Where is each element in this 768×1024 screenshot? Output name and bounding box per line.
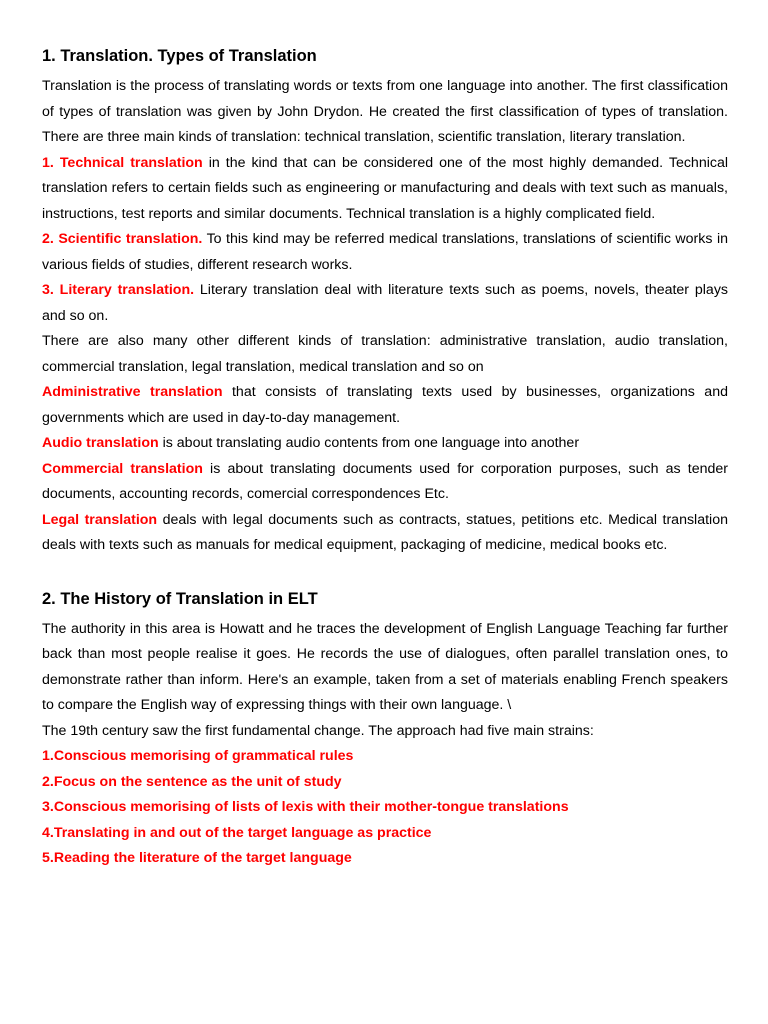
definition: is about translating documents used for corporation purposes, such as tender documents, accounting records, comercial correspondences Etc.	[42, 460, 728, 502]
term: 1. Technical translation	[42, 154, 203, 171]
strain-item: 2.Focus on the sentence as the unit of study	[42, 773, 342, 790]
definition: that consists of translating texts used by businesses, organizations and governments which are used in day-to-day management.	[42, 384, 728, 426]
strains-list	[42, 744, 728, 872]
strain-item: 5.Reading the literature of the target language	[42, 850, 352, 867]
literary-translation-paragraph	[42, 278, 728, 329]
legal-translation-paragraph	[42, 508, 728, 559]
strain-item: 1.Conscious memorising of grammatical rules	[42, 748, 354, 764]
definition: Literary translation deal with literature texts such as poems, novels, theater plays and so on.	[42, 282, 729, 324]
term: Commercial translation	[42, 460, 203, 477]
section2-heading: 2. The History of Translation in ELT	[42, 589, 318, 608]
strain-item: 3.Conscious memorising of lists of lexis with their mother-tongue translations	[42, 799, 569, 816]
history-paragraph: The authority in this area is Howatt and he traces the development of English Language Teaching far further back than most people realise it goes. He records the use of dialogues, often parallel translation ones, to demonstrate rather than inform. Here's an example, taken from a set of materials enabling French speakers to compare the English way of expressing things with their own language. \	[42, 620, 728, 713]
administrative-translation-paragraph	[42, 380, 728, 431]
term: Legal translation	[42, 511, 158, 528]
definition: is about translating audio contents from one language into another	[158, 435, 580, 451]
term: 3. Literary translation.	[42, 282, 195, 298]
term: Administrative translation	[42, 384, 223, 400]
strain-item: 4.Translating in and out of the target language as practice	[42, 824, 432, 841]
commercial-translation-paragraph	[42, 457, 728, 508]
nineteenth-century-paragraph: The 19th century saw the first fundamental change. The approach had five main strains:	[42, 722, 594, 739]
term: 2. Scientific translation.	[42, 231, 203, 247]
definition: in the kind that can be considered one of the most highly demanded. Technical translation refers to certain fields such as engineering or manufacturing and deals with text such as manuals, instructions, test reports and similar documents. Technical translation is a highly complicated field.	[42, 154, 729, 222]
definition: deals with legal documents such as contracts, statues, petitions etc. Medical translation deals with texts such as manuals for medical equipment, packaging of medicine, medical books etc.	[42, 511, 728, 553]
section1-heading: 1. Translation. Types of Translation	[42, 47, 317, 65]
technical-translation-paragraph	[42, 151, 728, 228]
term: Audio translation	[42, 435, 159, 451]
definition: To this kind may be referred medical translations, translations of scientific works in various fields of studies, different research works.	[42, 231, 728, 273]
audio-translation-paragraph	[42, 431, 728, 457]
scientific-translation-paragraph	[42, 227, 728, 278]
other-kinds-paragraph: There are also many other different kinds of translation: administrative translation, audio translation, commercial translation, legal translation, medical translation and so on	[42, 333, 728, 375]
section1-intro: Translation is the process of translating words or texts from one language into another. The first classification of types of translation was given by John Drydon. He created the first classification of types of translation. There are three main kinds of translation: technical translation, scientific translation, literary translation.	[42, 78, 728, 145]
